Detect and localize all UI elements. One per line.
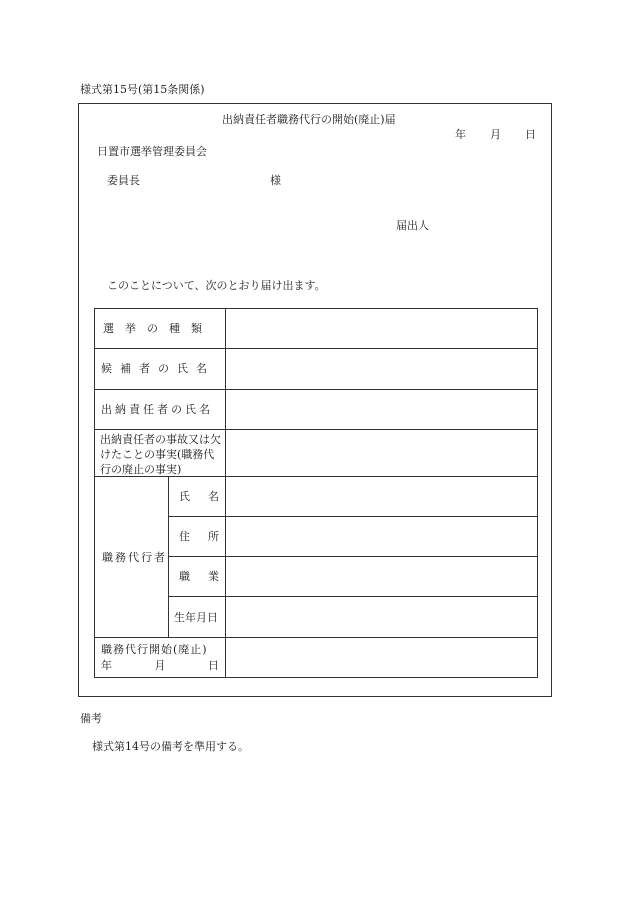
label-cell-acting-person — [94, 476, 169, 638]
submitter-label: 届出人 — [396, 219, 429, 232]
label-acting-address: 住所 — [179, 530, 237, 543]
addressee: 日置市選挙管理委員会 — [97, 145, 207, 158]
label-cell-acting-name — [168, 476, 237, 517]
start-day-label: 日 — [208, 659, 219, 672]
label-cell-candidate-name — [94, 348, 226, 390]
label-acting-person: 職務代行者 — [102, 551, 167, 564]
label-acting-birthdate: 生年月日 — [174, 611, 218, 624]
notes-heading: 備考 — [80, 712, 102, 725]
value-cell-election-type[interactable] — [225, 308, 538, 349]
label-start-date: 職務代行開始(廃止) — [101, 643, 208, 656]
label-cell-acting-birthdate — [168, 596, 226, 638]
value-cell-acting-occupation[interactable] — [225, 556, 538, 597]
honorific-label: 様 — [270, 174, 281, 187]
label-cell-acting-address — [168, 516, 237, 557]
value-cell-acting-birthdate[interactable] — [225, 596, 538, 638]
label-cell-start-date — [94, 637, 226, 678]
start-date-labels — [101, 660, 219, 671]
label-acting-occupation: 職業 — [179, 570, 237, 583]
start-year-label: 年 — [101, 659, 112, 672]
label-election-type: 選挙の種類 — [103, 322, 213, 335]
value-cell-acting-address[interactable] — [225, 516, 538, 557]
chair-label: 委員長 — [107, 174, 140, 187]
form-title: 出納責任者職務代行の開始(廃止)届 — [222, 113, 396, 126]
value-cell-accident-fact[interactable] — [225, 429, 538, 477]
date-year-label: 年 — [455, 128, 466, 141]
value-cell-candidate-name[interactable] — [225, 348, 538, 390]
intro-text: このことについて、次のとおり届け出ます。 — [107, 279, 326, 292]
label-treasurer-name: 出納責任者の氏名 — [101, 403, 213, 416]
value-cell-treasurer-name[interactable] — [225, 389, 538, 430]
label-candidate-name: 候補者の氏名 — [101, 362, 215, 375]
label-acting-name: 氏名 — [179, 490, 237, 503]
date-month-label: 月 — [490, 128, 501, 141]
label-cell-accident-fact — [94, 429, 226, 477]
start-month-label: 月 — [154, 659, 166, 672]
value-cell-acting-name[interactable] — [225, 476, 538, 517]
label-cell-acting-occupation — [168, 556, 237, 597]
form-number: 様式第15号(第15条関係) — [80, 83, 205, 96]
label-cell-treasurer-name — [94, 389, 226, 430]
value-cell-start-date[interactable] — [225, 637, 538, 678]
label-cell-election-type — [94, 308, 226, 349]
notes-text: 様式第14号の備考を準用する。 — [92, 740, 249, 753]
date-day-label: 日 — [525, 128, 536, 141]
label-accident-fact: 出納責任者の事故又は欠けたことの事実(職務代行の廃止の事実) — [100, 433, 221, 476]
